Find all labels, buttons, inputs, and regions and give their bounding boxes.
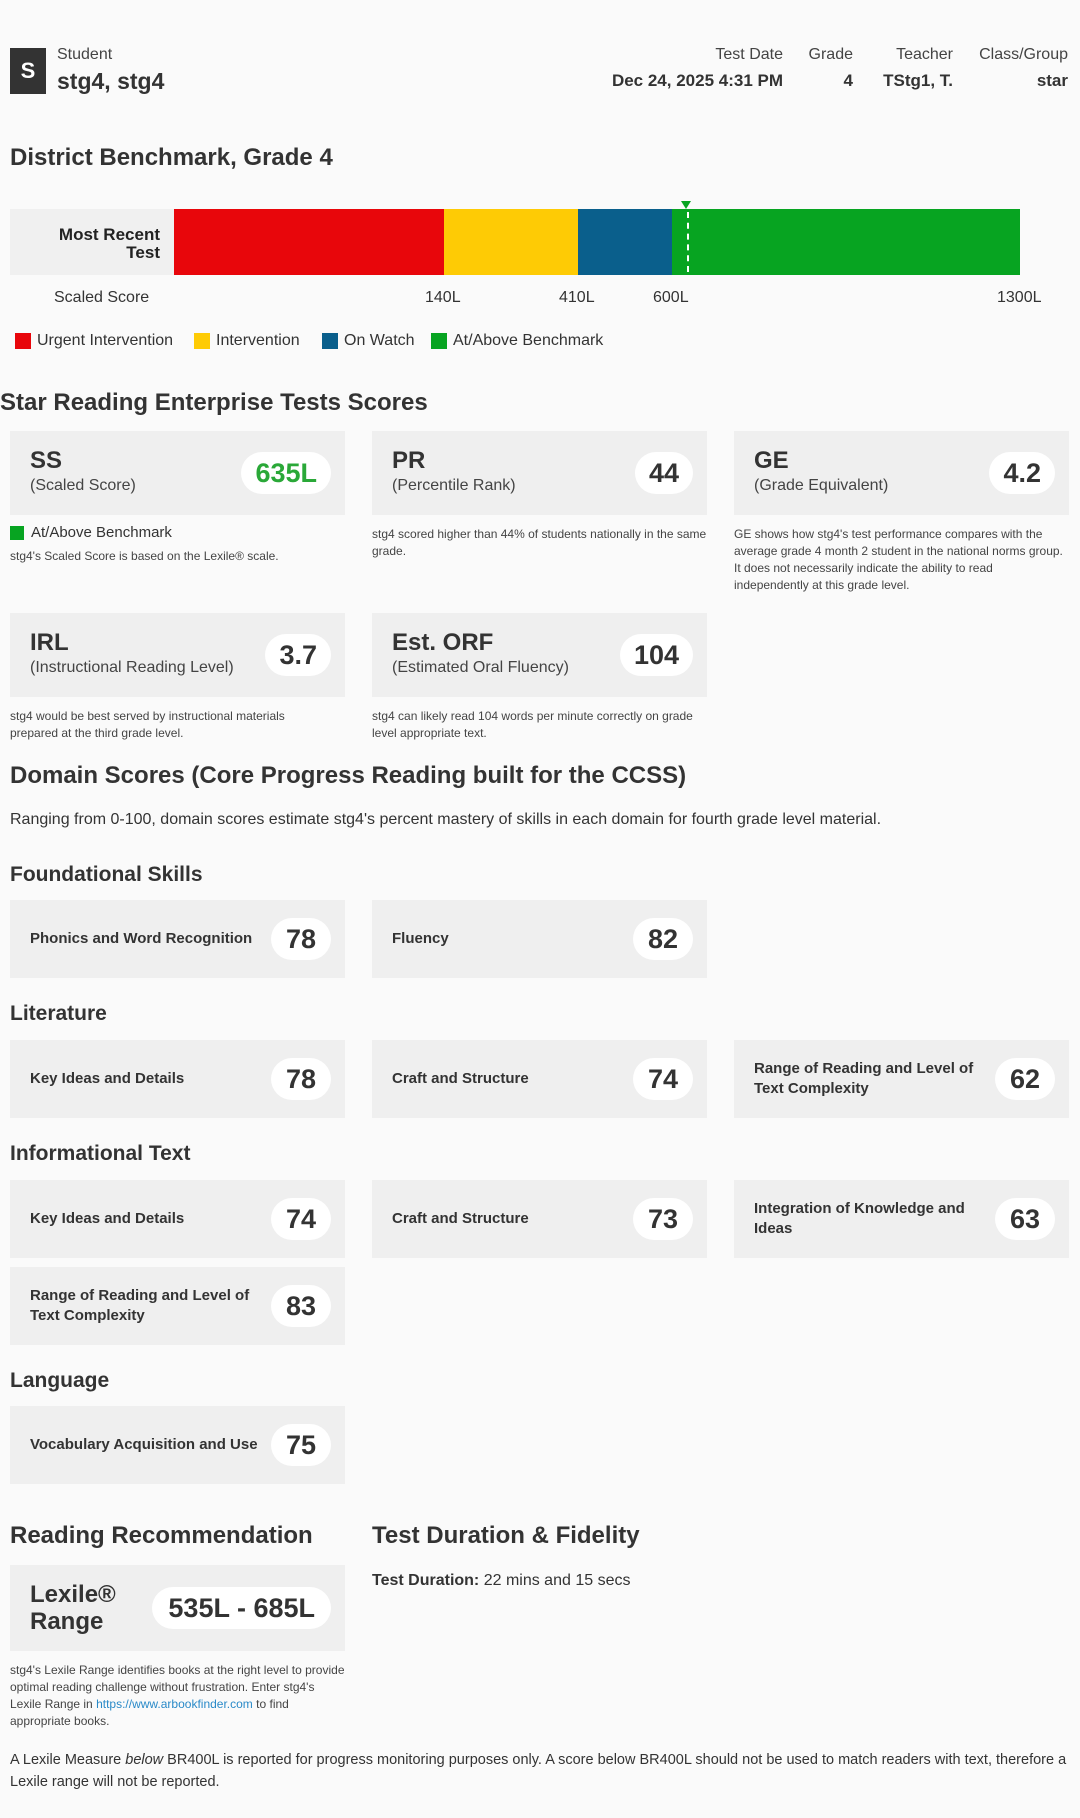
irl-abbr: IRL xyxy=(30,629,69,656)
literature-title: Literature xyxy=(10,1002,107,1025)
legend-label: Intervention xyxy=(216,332,300,349)
avatar: S xyxy=(10,48,46,94)
domain-card xyxy=(734,1040,1069,1118)
lexile-note-text: stg4's Lexile Range identifies books at the right level to provide optimal reading challenge without frustration. Enter stg4's Lexile Range in xyxy=(10,1663,345,1711)
arbookfinder-link[interactable]: https://www.arbookfinder.com xyxy=(96,1697,253,1711)
orf-note: stg4 can likely read 104 words per minute correctly on grade level appropriate text. xyxy=(372,709,693,740)
domain-label: Range of Reading and Level of Text Complexity xyxy=(30,1287,250,1324)
domain-label: Phonics and Word Recognition xyxy=(30,930,253,947)
ss-note: stg4's Scaled Score is based on the Lexile® scale. xyxy=(10,549,279,563)
score-marker-icon xyxy=(681,201,691,209)
domain-label: Range of Reading and Level of Text Complexity xyxy=(754,1060,974,1097)
irl-value: 3.7 xyxy=(265,634,331,676)
teacher-column xyxy=(883,46,953,91)
scores-title: Star Reading Enterprise Tests Scores xyxy=(0,389,428,416)
lexile-label xyxy=(30,1581,116,1635)
irl-full: (Instructional Reading Level) xyxy=(30,659,234,676)
legend-swatch xyxy=(15,333,31,349)
domain-label: Vocabulary Acquisition and Use xyxy=(30,1436,258,1453)
student-label: Student xyxy=(57,46,113,63)
teacher-value: TStg1, T. xyxy=(883,71,953,90)
teacher-label: Teacher xyxy=(896,46,953,63)
legend-benchmark xyxy=(431,332,603,350)
ge-abbr: GE xyxy=(754,447,789,474)
domain-card xyxy=(10,1406,345,1484)
domain-card xyxy=(372,900,707,978)
legend-label: On Watch xyxy=(344,332,415,349)
student-name: stg4, stg4 xyxy=(57,68,165,94)
benchmark-row-label xyxy=(10,209,174,275)
tick-label: 600L xyxy=(653,289,689,306)
legend-label: At/Above Benchmark xyxy=(453,332,604,349)
benchmark-row-label-line1: Most Recent xyxy=(58,225,160,244)
domain-title: Domain Scores (Core Progress Reading built for the CCSS) xyxy=(10,762,687,789)
language-title: Language xyxy=(10,1369,110,1392)
domain-score: 78 xyxy=(271,918,331,960)
duration-title: Test Duration & Fidelity xyxy=(372,1522,640,1549)
legend-swatch xyxy=(194,333,210,349)
footer-text: A Lexile Measure xyxy=(10,1752,126,1768)
test-date-column xyxy=(612,46,783,91)
domain-score: 74 xyxy=(271,1198,331,1240)
benchmark-segment-intervention xyxy=(444,209,578,275)
ss-value: 635L xyxy=(241,452,331,494)
domain-score: 73 xyxy=(633,1198,693,1240)
domain-card xyxy=(372,1040,707,1118)
tick-label: 410L xyxy=(559,289,595,306)
benchmark-title: District Benchmark, Grade 4 xyxy=(10,144,333,171)
domain-score: 82 xyxy=(633,918,693,960)
footer-text-end: BR400L is reported for progress monitoring purposes only. A score below BR400L should not be used to match readers with text, therefore a Lexile range will not be reported. xyxy=(10,1752,1067,1790)
benchmark-segment-benchmark xyxy=(672,209,1020,275)
domain-card xyxy=(10,900,345,978)
lexile-label-line1: Lexile® xyxy=(30,1581,116,1608)
pr-note: stg4 scored higher than 44% of students nationally in the same grade. xyxy=(372,527,707,558)
domain-label: Integration of Knowledge and Ideas xyxy=(754,1200,965,1237)
orf-value: 104 xyxy=(620,634,693,676)
recommendation-title: Reading Recommendation xyxy=(10,1522,313,1549)
orf-abbr: Est. ORF xyxy=(392,629,494,656)
class-column xyxy=(979,46,1068,91)
irl-card xyxy=(10,613,345,697)
benchmark-segment-watch xyxy=(578,209,672,275)
ge-value: 4.2 xyxy=(989,452,1055,494)
ge-card xyxy=(734,431,1069,515)
legend-watch xyxy=(322,332,415,350)
legend-label: Urgent Intervention xyxy=(37,332,174,349)
foundational-title: Foundational Skills xyxy=(10,863,203,886)
domain-score: 63 xyxy=(995,1198,1055,1240)
domain-card xyxy=(10,1040,345,1118)
benchmark-status-swatch xyxy=(10,526,24,540)
domain-intro: Ranging from 0-100, domain scores estimate stg4's percent mastery of skills in each domain for fourth grade level material. xyxy=(10,811,882,828)
test-date-label: Test Date xyxy=(715,46,783,63)
domain-label: Craft and Structure xyxy=(392,1210,529,1227)
ge-note: GE shows how stg4's test performance compares with the average grade 4 month 2 student in the national norms group. It does not necessarily indicate the ability to read independently at this grade level. xyxy=(734,527,1063,592)
pr-full: (Percentile Rank) xyxy=(392,477,516,494)
orf-card xyxy=(372,613,707,697)
footer-note xyxy=(10,1749,1070,1793)
domain-label: Key Ideas and Details xyxy=(30,1210,185,1227)
lexile-card xyxy=(10,1565,345,1651)
footer-emphasis: below xyxy=(125,1752,164,1768)
score-marker-line xyxy=(687,212,689,272)
test-duration xyxy=(372,1572,630,1590)
domain-score: 83 xyxy=(271,1285,331,1327)
lexile-note-text-end: to find appropriate books. xyxy=(10,1697,289,1728)
legend-swatch xyxy=(431,333,447,349)
class-value: star xyxy=(1036,71,1068,90)
grade-column xyxy=(809,46,853,91)
class-label: Class/Group xyxy=(979,46,1068,63)
lexile-range-value: 535L - 685L xyxy=(152,1587,331,1629)
pr-abbr: PR xyxy=(392,447,426,474)
grade-label: Grade xyxy=(808,46,853,63)
domain-label: Craft and Structure xyxy=(392,1070,529,1087)
tick-label: 1300L xyxy=(997,289,1042,306)
lexile-note xyxy=(10,1662,345,1730)
test-duration-label: Test Duration: xyxy=(372,1572,480,1589)
domain-score: 74 xyxy=(633,1058,693,1100)
domain-card xyxy=(372,1180,707,1258)
domain-card xyxy=(10,1267,345,1345)
legend-swatch xyxy=(322,333,338,349)
domain-score: 78 xyxy=(271,1058,331,1100)
ss-status: At/Above Benchmark xyxy=(31,524,172,541)
informational-title: Informational Text xyxy=(10,1142,191,1165)
scaled-score-label: Scaled Score xyxy=(54,289,150,306)
lexile-label-line2: Range xyxy=(30,1608,104,1635)
ss-card xyxy=(10,431,345,515)
orf-full: (Estimated Oral Fluency) xyxy=(392,659,569,676)
ss-full: (Scaled Score) xyxy=(30,477,136,494)
legend-urgent xyxy=(15,332,173,350)
ss-abbr: SS xyxy=(30,447,63,474)
benchmark-row-label-line2: Test xyxy=(126,243,160,262)
test-date-value: Dec 24, 2025 4:31 PM xyxy=(611,71,783,90)
grade-value: 4 xyxy=(843,71,853,90)
domain-label: Fluency xyxy=(392,930,449,947)
domain-score: 75 xyxy=(271,1424,331,1466)
pr-card xyxy=(372,431,707,515)
domain-label: Key Ideas and Details xyxy=(30,1070,185,1087)
tick-label: 140L xyxy=(425,289,461,306)
pr-value: 44 xyxy=(635,452,693,494)
test-duration-value: 22 mins and 15 secs xyxy=(479,1572,631,1589)
domain-card xyxy=(734,1180,1069,1258)
benchmark-segment-urgent xyxy=(174,209,444,275)
domain-card xyxy=(10,1180,345,1258)
ge-full: (Grade Equivalent) xyxy=(754,477,889,494)
domain-score: 62 xyxy=(995,1058,1055,1100)
legend-intervention xyxy=(194,332,300,350)
irl-note: stg4 would be best served by instructional materials prepared at the third grade level. xyxy=(10,709,285,740)
